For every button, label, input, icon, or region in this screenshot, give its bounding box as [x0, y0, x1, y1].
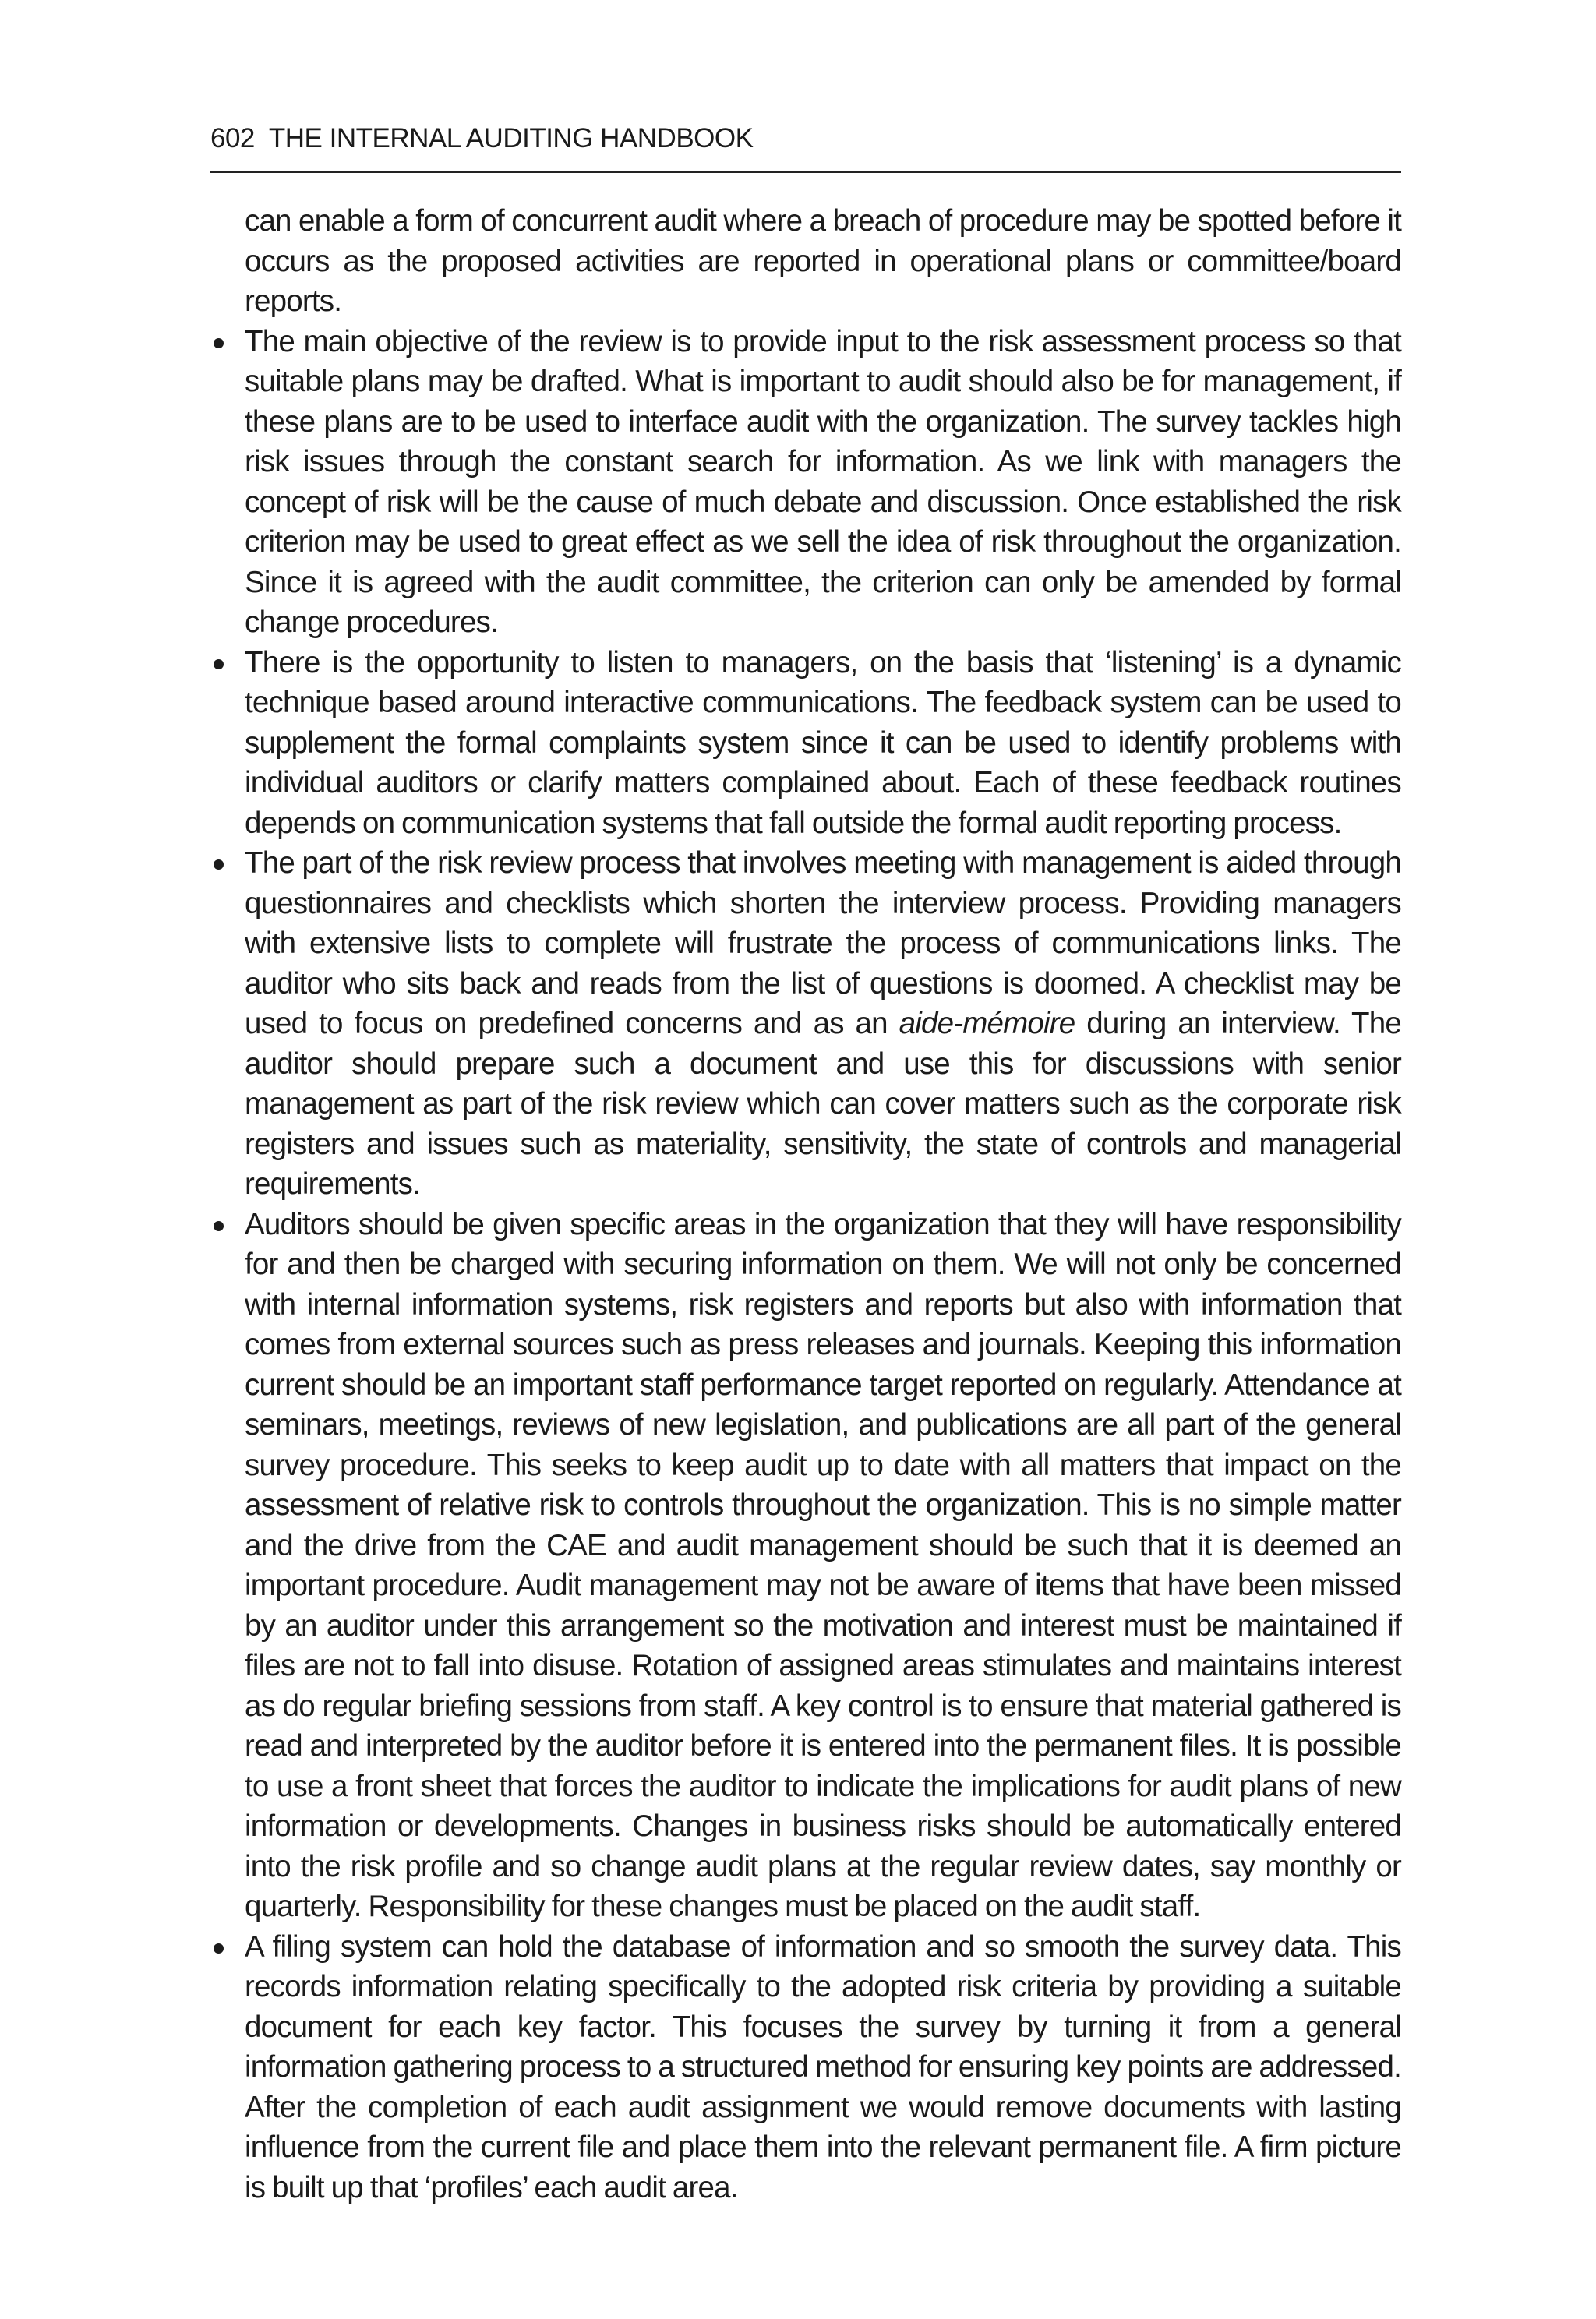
- body-text: [210, 201, 1401, 2208]
- bullet-item-listening: There is the opportunity to listen to managers, on the basis that ‘listening’ is a dynamic technique based around interactive communications. The feedback system can be used to supplement the formal complaints system since it can be used to identify problems with individual auditors or clarify matters complained about. Each of these feedback routines depends on communication systems that fall outside the formal audit reporting process.: [210, 643, 1401, 844]
- bullet-item-questionnaires: [210, 843, 1401, 1205]
- continued-paragraph: can enable a form of concurrent audit where a breach of procedure may be spotted before it occurs as the proposed activities are reported in operational plans or committee/board reports.: [245, 204, 1401, 318]
- bullet-item-filing-system: A filing system can hold the database of information and so smooth the survey data. This records information relating specifically to the adopted risk criteria by providing a suitable document for each key factor. This focuses the survey by turning it from a general information gathering process to a structured method for ensuring key points are addressed. After the completion of each audit assignment we would remove documents with lasting influence from the current file and place them into the relevant permanent file. A firm picture is built up that ‘profiles’ each audit area.: [210, 1927, 1401, 2208]
- italic-term: aide-mémoire: [899, 1007, 1075, 1040]
- bullet-item-review-objective: The main objective of the review is to provide input to the risk assessment process so that suitable plans may be drafted. What is important to audit should also be for management, if these plans are to be used to interface audit with the organization. The survey tackles high risk issues through the constant search for information. As we link with managers the concept of risk will be the cause of much debate and discussion. Once established the risk criterion may be used to great effect as we sell the idea of risk throughout the organization. Since it is agreed with the audit committee, the criterion can only be amended by formal change procedures.: [210, 322, 1401, 643]
- page-number: 602: [210, 123, 255, 154]
- bullet-item-assigned-areas: Auditors should be given specific areas in the organization that they will have responsibility for and then be charged with securing information on them. We will not only be concerned with internal information systems, risk registers and reports but also with information that comes from external sources such as press releases and journals. Keeping this information current should be an important staff performance target reported on regularly. Attendance at seminars, meetings, reviews of new legislation, and publications are all part of the general survey procedure. This seeks to keep audit up to date with all matters that impact on the assessment of relative risk to controls throughout the organization. This is no simple matter and the drive from the CAE and audit management should be such that it is deemed an important procedure. Audit management may not be aware of items that have been missed by an auditor under this arrangement so the motivation and interest must be maintained if files are not to fall into disuse. Rotation of assigned areas stimulates and maintains interest as do regular briefing sessions from staff. A key control is to ensure that material gathered is read and interpreted by the auditor before it is entered into the permanent files. It is possible to use a front sheet that forces the auditor to indicate the implications for audit plans of new information or developments. Changes in business risks should be automatically entered into the risk profile and so change audit plans at the regular review dates, say monthly or quarterly. Responsibility for these changes must be placed on the audit staff.: [210, 1205, 1401, 1927]
- bullet-text-part: during an interview. The auditor should prepare such a document and use this for discussions with senior management as part of the risk review which can cover matters such as the corporate risk registers and issues such as materiality, sensitivity, the state of controls and managerial requirements.: [245, 1007, 1401, 1201]
- running-header: [210, 117, 1401, 173]
- book-title: THE INTERNAL AUDITING HANDBOOK: [268, 123, 754, 154]
- bullet-text-part: The part of the risk review process that involves meeting with management is aided through questionnaires and checklists which shorten the interview process. Providing managers with extensive lists to complete will frustrate the process of communications links. The auditor who sits back and reads from the list of questions is doomed. A checklist may be used to focus on predefined concerns and as an: [245, 846, 1401, 1040]
